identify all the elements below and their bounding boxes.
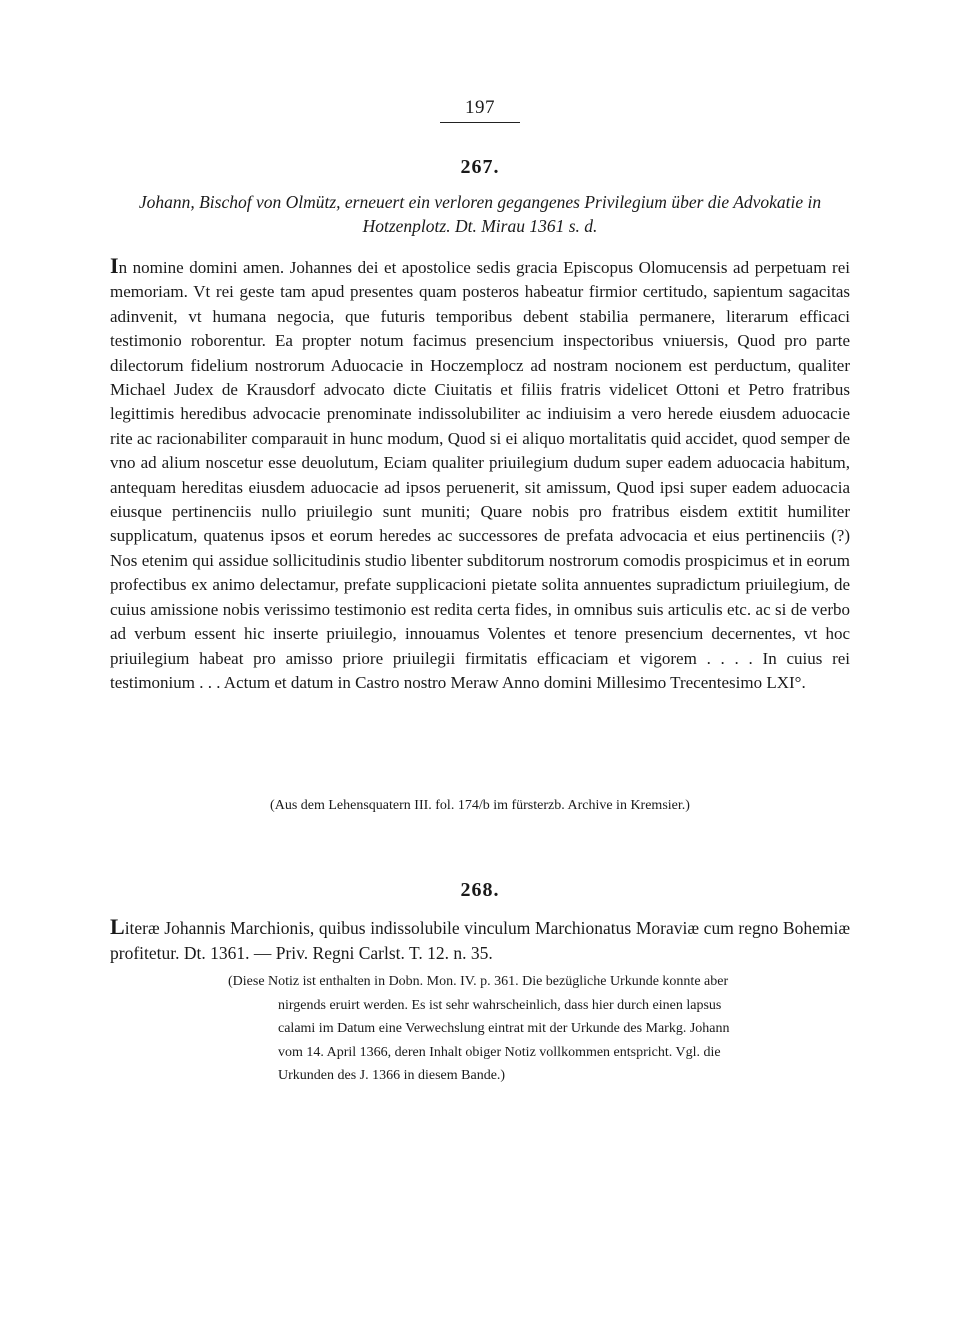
document-body: n nomine domini amen. Johannes dei et apostolice sedis gracia Episcopus Olomucensis ad perpetuam rei memoriam. Vt rei geste tam apud presentes quam posteros habeatur firmior certitudo, sapientum sagacitas adinvenit, vt humana negocia, que futuris temporibus debent stabilia permanere, literarum efficaci testimonio roborentur. Ea propter notum facimus presencium inspectoribus vniuersis, Quod pro parte dilectorum fidelium nostrorum Aduocacie in Hoczemplocz ad nostram nocionem est perductum, qualiter Michael Judex de Krausdorf advocato dicte Ciuitatis et filiis fratris videlicet Ottoni et Petro fratribus legittimis heredibus advocacie prenominate indissolubiliter ac indiuisim a vero herede eiusdem aduocacie rite ac racionabiliter comparauit in hunc modum, Quod si ei aliquo mortalitatis quid accidet, quod semper de vno ad alium noscetur esse deuolutum, Eciam qualiter priuilegium dudum super eadem aduocacia habitum, antequam hereditas eiusdem aduocacie ad ipsos peruenerit, sit amissum, Quod ipsi super eadem aduocacia eiusque pertinenciis nullo priuilegio sunt muniti; Quare nobis pro fratribus eisdem extitit humiliter supplicatum, quatenus ipsos et eorum heredes ac successores de prefata advocacia et eius pertinenciis (?) Nos etenim qui assidue sollicitudinis studio libenter subditorum nostrorum comodis prospicimus et in eorum profectibus ex animo delectamur, prefate supplicacioni pietate solita annuentes supradictum priuilegium, de cuius amissione nobis verissimo testimonio est redita certa fides, in omnibus suis articulis etc. ac si de verbo ad verbum essent hic inserte priuilegio, innouamus Volentes et tenore presencium decernentes, vt hoc priuilegium habeat pro amisso priore priuilegii firmitatis efficaciam et vigorem . . . . In cuius rei testimonium . . . Actum et datum in Castro nostro Meraw Anno domini Millesimo Trecentesimo LXI°. [110,258,850,692]
document-text [110,914,850,966]
source-citation: (Aus dem Lehensquatern III. fol. 174/b im fürsterzb. Archive in Kremsier.) [270,798,690,813]
note-line: nirgends eruirt werden. Es ist sehr wahrscheinlich, dass hier durch einen lapsus [278,997,722,1013]
note-line: (Diese Notiz ist enthalten in Dobn. Mon. IV. p. 361. Die bezügliche Urkunde konnte aber [228,974,729,989]
document-text [110,254,850,695]
editorial-note [228,970,850,1088]
note-line: Urkunden des J. 1366 in diesem Bande.) [278,1068,506,1083]
document-number: 268. [460,879,500,901]
note-line: calami im Datum eine Verwechslung eintrat mit der Urkunde des Markg. Johann [278,1021,730,1036]
document-number: 267. [460,156,500,178]
page-number: 197 [465,97,495,118]
page-number-rule [440,122,520,123]
note-line: vom 14. April 1366, deren Inhalt obiger Notiz vollkommen entspricht. Vgl. die [278,1044,721,1060]
initial-letter: I [110,253,119,278]
document-body: iteræ Johannis Marchionis, quibus indissolubile vinculum Marchionatus Moraviæ cum regno Bohemiæ profitetur. Dt. 1361. — Priv. Regni Carlst. T. 12. n. 35. [110,918,850,963]
document-regest: Johann, Bischof von Olmütz, erneuert ein verloren gegangenes Privilegium über die Advokatie in Hotzenplotz. Dt. Mirau 1361 s. d. [138,192,822,236]
initial-letter: L [110,914,125,939]
